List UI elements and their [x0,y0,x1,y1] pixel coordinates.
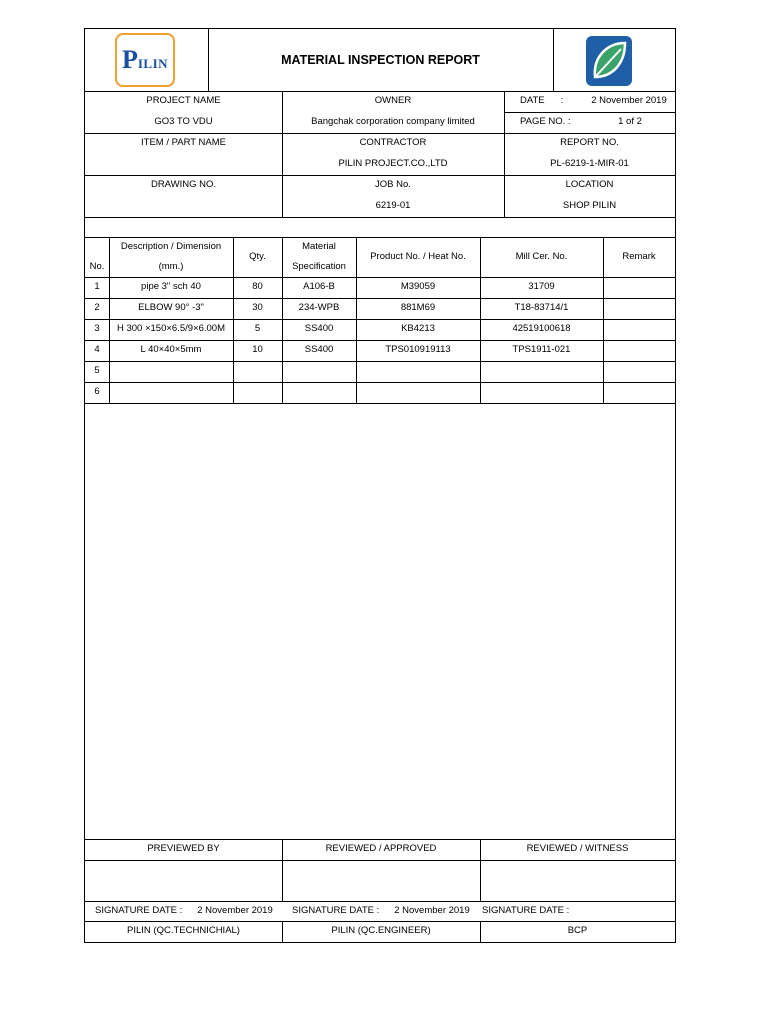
table-cell-remark [603,382,675,403]
table-cell-qty: 80 [252,281,263,293]
reviewed-witness-label: REVIEWED / WITNESS [526,843,629,855]
table-cell-no: 6 [94,386,100,398]
table-cell-no: 4 [94,344,100,356]
contractor-label: CONTRACTOR [359,137,427,149]
table-cell-no: 1 [94,281,100,293]
owner-value: Bangchak corporation company limited [311,116,475,128]
party-pilin-qc-engineer: PILIN (QC.ENGINEER) [331,925,431,937]
table-cell-qty: 30 [252,302,263,314]
table-cell-mill: 42519100618 [512,323,571,335]
item-part-name-label: ITEM / PART NAME [141,137,226,149]
table-cell-remark [603,340,675,361]
page-no-label: PAGE NO. : [520,116,571,128]
party-bcp: BCP [567,925,588,937]
table-cell-material: 234-WPB [298,302,340,314]
table-cell-description: L 40×40×5mm [140,344,202,356]
table-cell-qty [233,361,282,382]
project-name-label: PROJECT NAME [146,95,221,107]
col-header-mill: Mill Cer. No. [515,250,568,262]
table-cell-mill: TPS1911-021 [512,344,571,356]
date-value: 2 November 2019 [591,95,667,107]
table-cell-mill: T18-83714/1 [514,302,569,314]
signature-date-label-3: SIGNATURE DATE : [482,904,570,916]
table-cell-no: 2 [94,302,100,314]
col-header-no: No. [89,261,105,273]
date-colon: : [560,95,564,107]
date-label: DATE [520,95,545,107]
col-header-description-line1: Description / Dimension [120,240,222,252]
report-title: MATERIAL INSPECTION REPORT [281,52,480,67]
table-cell-no: 5 [94,365,100,377]
location-value: SHOP PILIN [562,200,617,212]
table-cell-description: H 300 ×150×6.5/9×6.00M [116,323,226,335]
bangchak-leaf-logo-icon [583,33,635,89]
job-no-label: JOB No. [375,179,411,191]
previewed-by-label: PREVIEWED BY [147,843,220,855]
pilin-logo-text: PILIN [121,45,169,74]
table-cell-product: 881M69 [400,302,436,314]
table-cell-material [282,382,356,403]
table-cell-product: TPS010919113 [385,344,451,356]
table-cell-material: A106-B [303,281,335,293]
col-header-description [109,237,233,277]
signature-date-value-1: 2 November 2019 [197,904,273,916]
table-cell-qty [233,382,282,403]
signature-date-value-2: 2 November 2019 [394,904,470,916]
table-cell-qty: 10 [252,344,263,356]
table-cell-remark [603,361,675,382]
col-header-material [282,237,356,277]
drawing-no-label: DRAWING NO. [150,179,217,191]
location-label: LOCATION [565,179,614,191]
signature-date-label-1: SIGNATURE DATE : [95,904,183,916]
table-cell-product [356,361,480,382]
party-pilin-qc-technichial: PILIN (QC.TECHNICHIAL) [127,925,240,937]
table-cell-description: pipe 3" sch 40 [141,281,201,293]
table-cell-description [109,382,233,403]
table-cell-description [109,361,233,382]
table-cell-no: 3 [94,323,100,335]
table-cell-mill: 31709 [528,281,555,293]
col-header-description-line2: (mm.) [158,260,184,272]
table-cell-mill [480,382,603,403]
signature-date-label-2: SIGNATURE DATE : [292,904,380,916]
col-header-qty: Qty. [249,250,266,262]
col-header-product: Product No. / Heat No. [370,250,466,262]
table-cell-remark [603,319,675,340]
table-cell-remark [603,277,675,298]
reviewed-approved-label: REVIEWED / APPROVED [325,843,437,855]
table-cell-product: KB4213 [401,323,435,335]
table-cell-remark [603,298,675,319]
inspection-report-form [84,28,676,943]
page-no-value: 1 of 2 [618,116,642,128]
pilin-logo [115,33,175,87]
table-cell-qty: 5 [254,323,261,335]
table-cell-product: M39059 [400,281,436,293]
owner-label: OWNER [374,95,412,107]
table-cell-material: SS400 [304,323,334,335]
col-header-material-line1: Material [302,240,336,252]
report-no-label: REPORT NO. [560,137,619,149]
col-header-material-line2: Specification [292,260,346,272]
col-header-remark: Remark [622,250,656,262]
table-cell-description: ELBOW 90° -3" [138,302,204,314]
table-cell-material [282,361,356,382]
job-no-value: 6219-01 [375,200,411,212]
contractor-value: PILIN PROJECT.CO.,LTD [338,158,448,170]
table-cell-mill [480,361,603,382]
project-name-value: GO3 TO VDU [154,116,213,128]
table-cell-material: SS400 [304,344,334,356]
table-cell-product [356,382,480,403]
report-no-value: PL-6219-1-MIR-01 [550,158,629,170]
